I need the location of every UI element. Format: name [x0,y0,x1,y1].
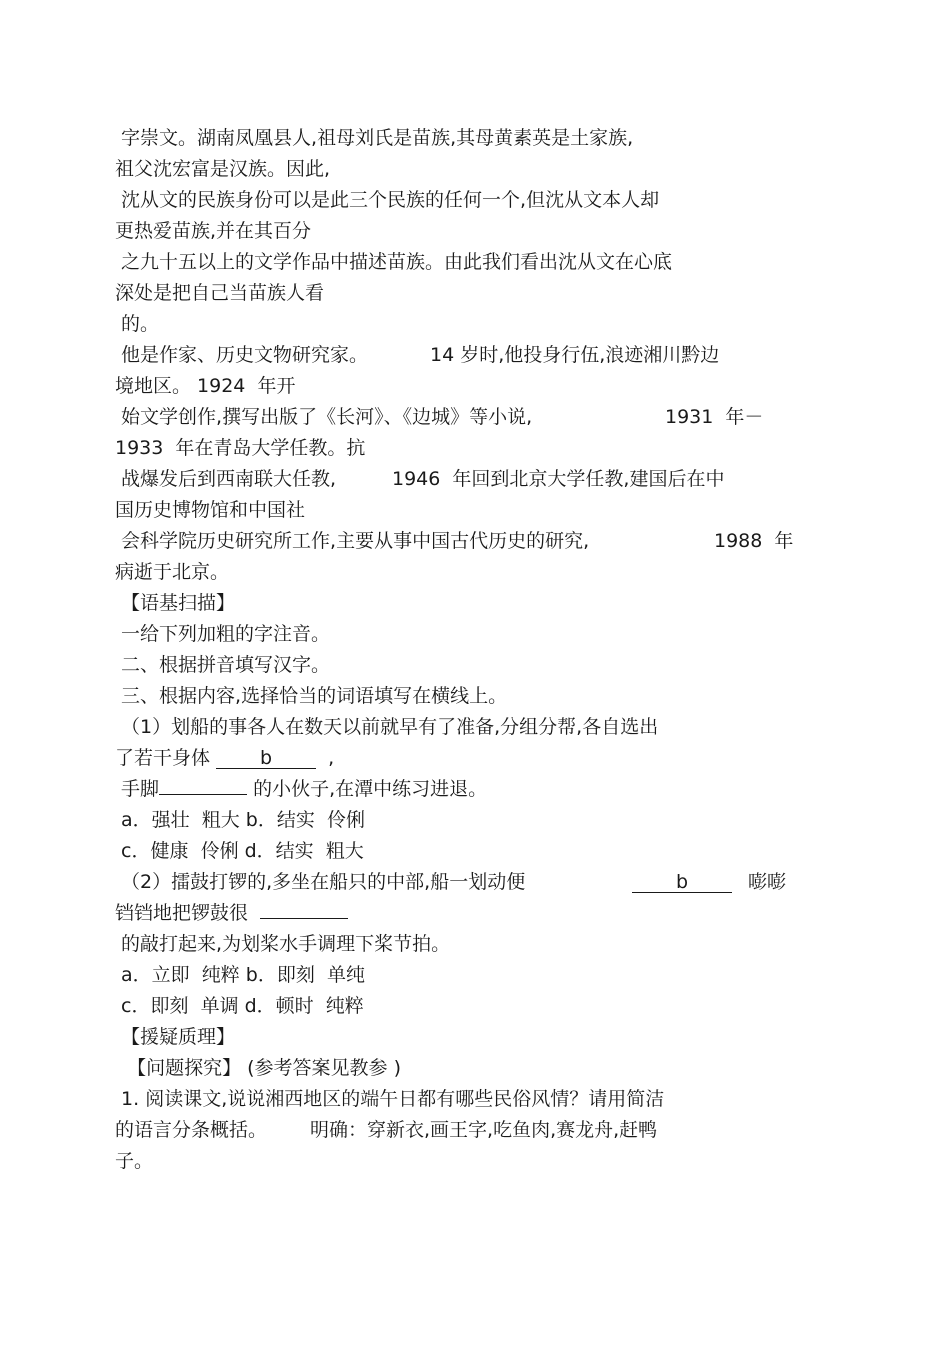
bio-line-10a: 始文学创作,撰写出版了《长河》、《边城》等小说, [115,406,533,428]
bio-line-2: 祖父沈宏富是汉族。因此, [115,158,331,180]
bio-line-14b: 1988 年 [714,530,794,552]
section-heading-yuanyi: 【援疑质理】 [115,1026,236,1048]
item1-line-2-text: 了若干身体 [115,747,217,769]
bio-line-8a: 他是作家、历史文物研究家。 [115,344,369,366]
item2-answer-blank [632,870,732,894]
item1-line-2-tail: , [316,747,335,769]
discuss-line-2a: 的语言分条概括。 [115,1119,268,1141]
section-heading-wenti: 【问题探究】 (参考答案见教参 ) [115,1057,401,1079]
discuss-line-3: 子。 [115,1150,154,1172]
item1-answer-blank: b [216,748,316,769]
item2-answer: b [632,872,732,893]
bio-line-14a: 会科学院历史研究所工作,主要从事中国古代历史的研究, [115,530,590,552]
bio-line-15: 病逝于北京。 [115,561,230,583]
item2-options-cd: c．即刻 单调 d．顿时 纯粹 [115,995,364,1017]
item2-line-3: 的敲打起来,为划桨水手调理下桨节拍。 [115,933,451,955]
item2-options-ab: a．立即 纯粹 b．即刻 单纯 [115,964,365,986]
bio-line-6: 深处是把自己当苗族人看 [115,282,325,304]
bio-line-5: 之九十五以上的文学作品中描述苗族。由此我们看出沈从文在心底 [115,251,673,273]
bio-line-8b: 14 岁时,他投身行伍,浪迹湘川黔边 [430,344,720,366]
bio-line-12b: 1946 年回到北京大学任教,建国后在中 [392,468,725,490]
question-1: 一给下列加粗的字注音。 [115,623,331,645]
section-heading-yuji: 【语基扫描】 [115,592,236,614]
question-2: 二、根据拼音填写汉字。 [115,654,331,676]
item2-line-1a: （2）擂鼓打锣的,多坐在船只的中部,船一划动便 [115,871,526,893]
item1-options-ab: a．强壮 粗大 b．结实 伶俐 [115,809,365,831]
discuss-line-2b: 明确：穿新衣,画王字,吃鱼肉,赛龙舟,赶鸭 [310,1119,658,1141]
item1-line-1: （1）划船的事各人在数天以前就早有了准备,分组分帮,各自选出 [115,716,659,738]
item1-line-3-start: 手脚 [115,778,160,800]
bio-line-11: 1933 年在青岛大学任教。抗 [115,437,366,459]
bio-line-1: 字崇文。湖南凤凰县人,祖母刘氏是苗族,其母黄素英是土家族, [115,127,634,149]
question-3: 三、根据内容,选择恰当的词语填写在横线上。 [115,685,508,707]
item2-line-2-text: 铛铛地把锣鼓很 [115,902,261,924]
item1-line-3 [115,777,487,801]
item1-line-3-end: 的小伙子,在潭中练习进退。 [247,778,488,800]
bio-line-4: 更热爱苗族,并在其百分 [115,220,312,242]
item2-line-2 [115,901,348,925]
item2-line-1b: 嘭嘭 [748,871,787,893]
bio-line-9: 境地区。 1924 年开 [115,375,296,397]
item1-line-2 [115,746,334,770]
discuss-line-1: 1. 阅读课文,说说湘西地区的端午日都有哪些民俗风情？请用简洁 [115,1088,665,1110]
item1-blank-2 [159,794,247,795]
bio-line-13: 国历史博物馆和中国社 [115,499,306,521]
bio-line-7: 的。 [115,313,160,335]
item2-blank-2 [260,918,348,919]
item1-options-cd: c．健康 伶俐 d．结实 粗大 [115,840,364,862]
bio-line-10b: 1931 年－ [665,406,764,428]
bio-line-12a: 战爆发后到西南联大任教, [115,468,337,490]
bio-line-3: 沈从文的民族身份可以是此三个民族的任何一个,但沈从文本人却 [115,189,660,211]
